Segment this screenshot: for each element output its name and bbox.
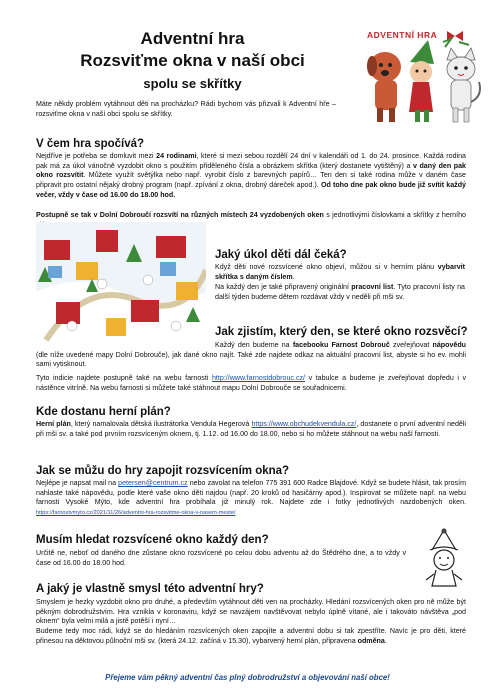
footer-wish: Přejeme vám pěkný adventní čas plný dobrodružství a objevování naší obce! [105, 673, 390, 682]
every-day-text: Určitě ne, neboť od daného dne zůstane okno rozsvícené po celou dobu adventu až do Štědrého dne, a to vždy v čase od 16.00 do 18.00 hod. [36, 549, 406, 567]
purpose-text: Smyslem je hezky vyzdobit okno pro druhé, a především vytáhnout děti ven na procházky. Hledání rozsvícených oken pro ně může být pěkným dobrodružstvím. Hra vznikla v koronaviru, když se navzájem navštěvovat nebylo úplně vítané, ale i takováto návštěva „pod oknem“ byla velmi milá a jistě potěší i nyní… [36, 598, 466, 626]
game-plan-illustration [36, 222, 206, 344]
children-task-text: Když děti nové rozsvícené okno objeví, můžou si v herním plánu vybarvit skřítka s daným číslem. [215, 263, 465, 281]
heading-game-plan: Kde dostanu herní plán? [36, 406, 171, 418]
heading-every-day: Musím hledat rozsvícené okno každý den? [36, 534, 269, 546]
title-line-3: spolu se skřítky [143, 76, 242, 91]
heading-children-task: Jaký úkol děti dál čeká? [215, 249, 347, 261]
illustrator-shop-link[interactable]: https://www.obchudekvendula.cz/ [251, 420, 357, 428]
advent-game-logo [355, 22, 487, 130]
intro-text: Máte někdy problém vytáhnout děti na procházku? Rádi bychom vás přizvali k Adventní hře – rozsviťme okna v naší obci spolu se skřítky. [36, 100, 336, 118]
heading-purpose: A jaký je vlastně smysl této adventní hry? [36, 583, 264, 595]
join-game-text: Nejlépe je napsat mail na petersen@centrum.cz nebo zavolat na telefon 775 391 600 Radce Blajdové. Když se budete hlásit, tak prosím nahlaste také nápovědu, podle které vaše okno děti najdou (např. 20 kroků od hasičárny apod.). Inspirovat se můžete např. na webu farnosti Vysoké Mýto, kde adventní hra probíhala již minulý rok. Najdete zde i fotky jednotlivých nazdobených oken. https://farnostvmyto.cz/2021/11/26/adventni-hra-rozsvitme-okna-v-nasem-meste/ [36, 479, 466, 517]
vysoke-myto-link[interactable]: https://farnostvmyto.cz/2021/11/26/adventni-hra-rozsvitme-okna-v-nasem-meste/ [36, 510, 236, 517]
title-line-1: Adventní hra [140, 29, 245, 48]
heading-how-it-works: V čem hra spočívá? [36, 138, 145, 150]
village-map-icon [36, 222, 206, 344]
which-window-text-2: Tyto indicie najdete postupně také na webu farnosti http://www.farnostdobrouc.cz/ v tabulce a budeme je zveřejňovat dopředu i v nástěnce vitríně. Na webu farnosti si můžete také stáhnout mapu Dolní Dobrouče se souřadnicemi. [36, 374, 467, 392]
characters-icon [355, 22, 487, 130]
heading-join-game: Jak se můžu do hry zapojit rozsvícením okna? [36, 465, 290, 477]
which-window-text: Každý den budeme na facebooku Farnost Dobrouč zveřejňovat nápovědu (dle níže uvedené mapy Dolní Dobrouče), jak dané okno najít. Také zde najdete odkaz na aktuální pracovní list, abyste si ho ev. mohli sami vytisknout. [36, 341, 467, 369]
title-line-2: Rozsviťme okna v naší obci [80, 51, 305, 70]
heading-which-window: Jak zjistím, který den, se které okno rozsvěcí? [215, 326, 468, 338]
game-plan-text: Herní plán, který namalovala dětská ilustrátorka Vendula Hegerová https://www.obchudekvendula.cz/, dostanete o první adventní neděli při mši sv. a také pod prvním rozsvíceným oknem, tj. 1.12. od 16.00 do 18.00, nebo si ho můžete stáhnout na webu naší farnosti. [36, 420, 466, 438]
logo-text: ADVENTNÍ HRA [367, 30, 438, 40]
how-it-works-text-2: Postupně se tak v Dolní Dobroučí rozsvítí na různých místech 24 vyzdobených oken s jednotlivými číslovkami a skřítky z herního [36, 211, 466, 219]
elf-sketch-icon [418, 528, 470, 590]
purpose-text-2: Budeme tedy moc rádi, když se do hledáním rozsvícených oken zapojíte a adventní dobu si tak zpestříte. Navíc je pro děti, které přinesou na děktovou půlnoční mši sv. (která 24.12. začíná v 15.30), vybarvený herní plán, připravena odměna. [36, 627, 466, 645]
contact-email-link[interactable]: petersen@centrum.cz [118, 479, 188, 487]
how-it-works-text: Nejdříve je potřeba se domluvit mezi 24 rodinami, které si mezi sebou rozdělí 24 dní v kalendáři od 1. do 24. prosince. Každá rodina pak má za úkol vánočně vyzdobit okno s použitím přiděleného čísla a obrázkem skřítka (který dostanete vytištěný) a v daný den pak okno rozsvítit. Můžete využít světýlka nebo např. vyrobit číslo z barevných papírů… Ten den si také rodina může v daném čase připravit pro ostatní nějaký drobný program (např. zpívání z okna, drobný dáreček apod.). Od toho dne pak okno bude již svítit každý večer, vždy v čase od 16.00 do 18.00 hod. [36, 152, 467, 199]
children-task-text-2: Na každý den je také připravený originální pracovní list. Tyto pracovní listy na další týden budeme dětem rozdávat vždy v neděli při mši sv. [215, 283, 465, 301]
parish-website-link[interactable]: http://www.farnostdobrouc.cz/ [211, 374, 306, 382]
